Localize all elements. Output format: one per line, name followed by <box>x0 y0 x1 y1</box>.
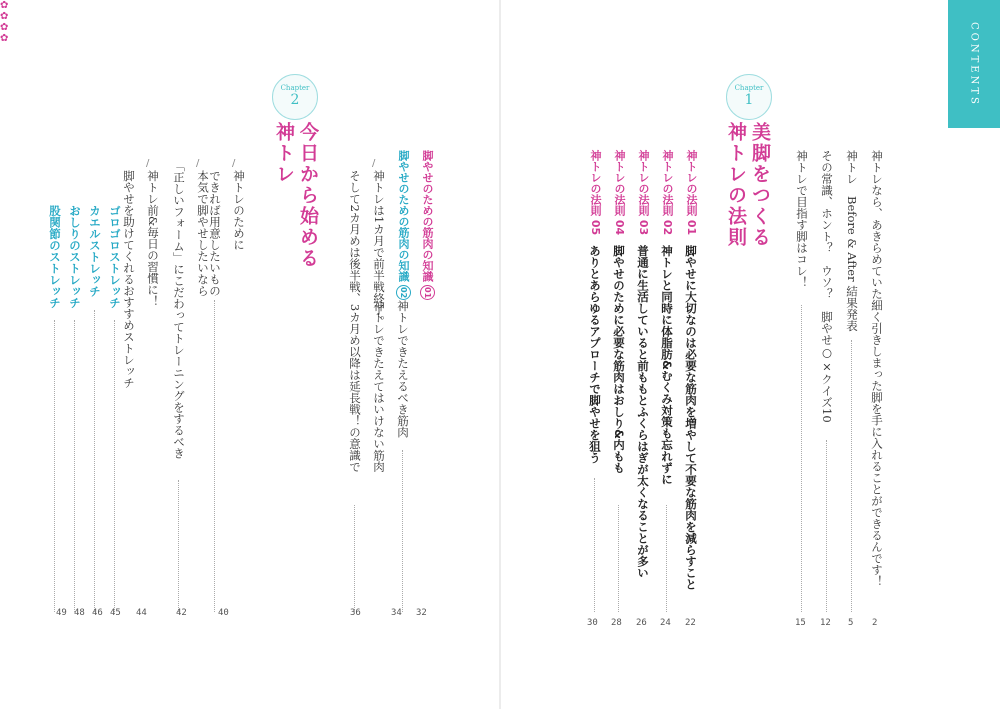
chapter-label: Chapter <box>280 84 310 92</box>
leader-dots <box>178 480 179 612</box>
leader-dots <box>666 505 667 612</box>
page-number: 24 <box>660 618 671 628</box>
page-number: 45 <box>110 608 121 618</box>
dash-mark: / <box>372 158 376 169</box>
leader-dots <box>618 505 619 612</box>
toc-entry-stretch-3[interactable]: おしりのストレッチ <box>68 205 82 309</box>
page-number: 5 <box>848 618 854 628</box>
leader-dots <box>74 320 75 612</box>
page-number: 34 <box>391 608 402 618</box>
toc-entry-intro-1[interactable]: 神トレなら、あきらめていた細く引きしまった脚を手に入れることができるんです！ <box>870 150 884 587</box>
contents-tab[interactable] <box>948 0 1000 128</box>
toc-entry-law-02[interactable]: 神トレと同時に体脂肪&むくみ対策も忘れずに <box>660 245 674 486</box>
toc-entry-stretch-2[interactable]: カエルストレッチ <box>88 205 102 297</box>
leader-dots <box>801 305 802 612</box>
page-gutter <box>499 0 501 709</box>
leader-dots <box>354 505 355 612</box>
chapter-title-line-1: 美脚をつくる <box>749 122 771 248</box>
knowledge-number-01: 01 <box>420 285 435 300</box>
leader-dots <box>94 310 95 612</box>
page-number: 2 <box>872 618 878 628</box>
chapter-title-line-2: 神トレ <box>273 122 295 185</box>
toc-entry-item-2a[interactable]: 本気で脚やせしたいなら <box>196 170 210 297</box>
page-number: 42 <box>176 608 187 618</box>
flower-icon: ✿ <box>0 11 9 22</box>
contents-tab-label: CONTENTS <box>968 21 980 107</box>
leader-dots <box>54 320 55 612</box>
leader-dots <box>402 450 403 612</box>
page-number: 26 <box>636 618 647 628</box>
toc-entry-law-03[interactable]: 普通に生活していると前ももとふくらはぎが太くなることが多い <box>636 245 650 579</box>
page-number: 49 <box>56 608 67 618</box>
chapter-number: 2 <box>290 92 300 108</box>
toc-entry-stretch-4[interactable]: 股関節のストレッチ <box>48 205 62 309</box>
dash-mark: / <box>232 158 236 169</box>
toc-entry-stretch-1[interactable]: ゴロゴロストレッチ <box>108 205 122 309</box>
toc-entry-item-3a[interactable]: 神トレ前&毎日の習慣に！ <box>146 170 160 307</box>
leader-dots <box>851 340 852 612</box>
knowledge-tag-02: 脚やせのための筋肉の知識02 <box>397 150 410 299</box>
toc-entry-item-1a[interactable]: 神トレのために <box>232 170 246 251</box>
page-number: 48 <box>74 608 85 618</box>
chapter-badge <box>726 74 772 120</box>
toc-entry-knowledge-01[interactable]: 神トレできたえるべき筋肉 <box>396 300 410 438</box>
toc-entry-item-3b[interactable]: 脚やせを助けてくれるおすすめストレッチ <box>122 170 136 389</box>
flower-icon: ✿ <box>0 22 9 33</box>
page-number: 36 <box>350 608 361 618</box>
toc-entry-law-05[interactable]: ありとあらゆるアプローチで脚やせを狙う <box>588 245 602 464</box>
page-number: 28 <box>611 618 622 628</box>
page-number: 40 <box>218 608 229 618</box>
dash-mark: / <box>146 158 150 169</box>
page-number: 32 <box>416 608 427 618</box>
toc-entry-intro-2[interactable]: 神トレ Before & After 結果発表 <box>845 150 859 332</box>
page-number: 44 <box>136 608 147 618</box>
chapter-title-line-2: 神トレの法則 <box>725 122 747 248</box>
toc-entry-intro-3[interactable]: その常識、ホント？ ウソ？ 脚やせ○×クイズ10 <box>820 150 834 423</box>
page-number: 12 <box>820 618 831 628</box>
chapter-badge <box>272 74 318 120</box>
knowledge-number-02: 02 <box>396 285 411 300</box>
page-number: 46 <box>92 608 103 618</box>
toc-entry-law-01[interactable]: 脚やせに大切なのは必要な筋肉を増やして不要な筋肉を減らすこと <box>684 245 698 590</box>
chapter-title-line-1: 今日から始める <box>297 122 319 269</box>
law-tag-01: 神トレの法則 01 <box>685 150 698 236</box>
toc-entry-law-04[interactable]: 脚やせのために必要な筋肉はおしり&内もも <box>612 245 626 474</box>
law-tag-03: 神トレの法則 03 <box>637 150 650 236</box>
law-tag-04: 神トレの法則 04 <box>613 150 626 236</box>
flower-icon: ✿ <box>0 0 9 11</box>
toc-entry-note-1[interactable]: 神トレは1カ月で前半戦終了。 <box>372 170 386 327</box>
law-tag-05: 神トレの法則 05 <box>589 150 602 236</box>
page-number: 22 <box>685 618 696 628</box>
chapter-label: Chapter <box>734 84 764 92</box>
page-number: 30 <box>587 618 598 628</box>
chapter-number: 1 <box>744 92 754 108</box>
leader-dots <box>594 478 595 612</box>
leader-dots <box>114 320 115 612</box>
toc-entry-note-2[interactable]: そして2カ月めは後半戦、3カ月め以降は延長戦！の意識で <box>348 170 362 473</box>
knowledge-tag-01: 脚やせのための筋肉の知識01 <box>421 150 434 299</box>
toc-entry-intro-4[interactable]: 神トレで目指す脚はコレ！ <box>795 150 809 288</box>
leader-dots <box>214 300 215 612</box>
dash-mark: / <box>196 158 200 169</box>
page-number: 15 <box>795 618 806 628</box>
leader-dots <box>826 440 827 612</box>
flower-icon: ✿ <box>0 33 9 44</box>
law-tag-02: 神トレの法則 02 <box>661 150 674 236</box>
toc-entry-item-2b[interactable]: 「正しいフォーム」にこだわってトレーニングをするべき <box>172 160 186 459</box>
toc-entry-knowledge-02[interactable]: 神トレできたえてはいけない筋肉 <box>372 300 386 473</box>
toc-entry-item-1b[interactable]: できれば用意したいもの <box>208 170 222 297</box>
